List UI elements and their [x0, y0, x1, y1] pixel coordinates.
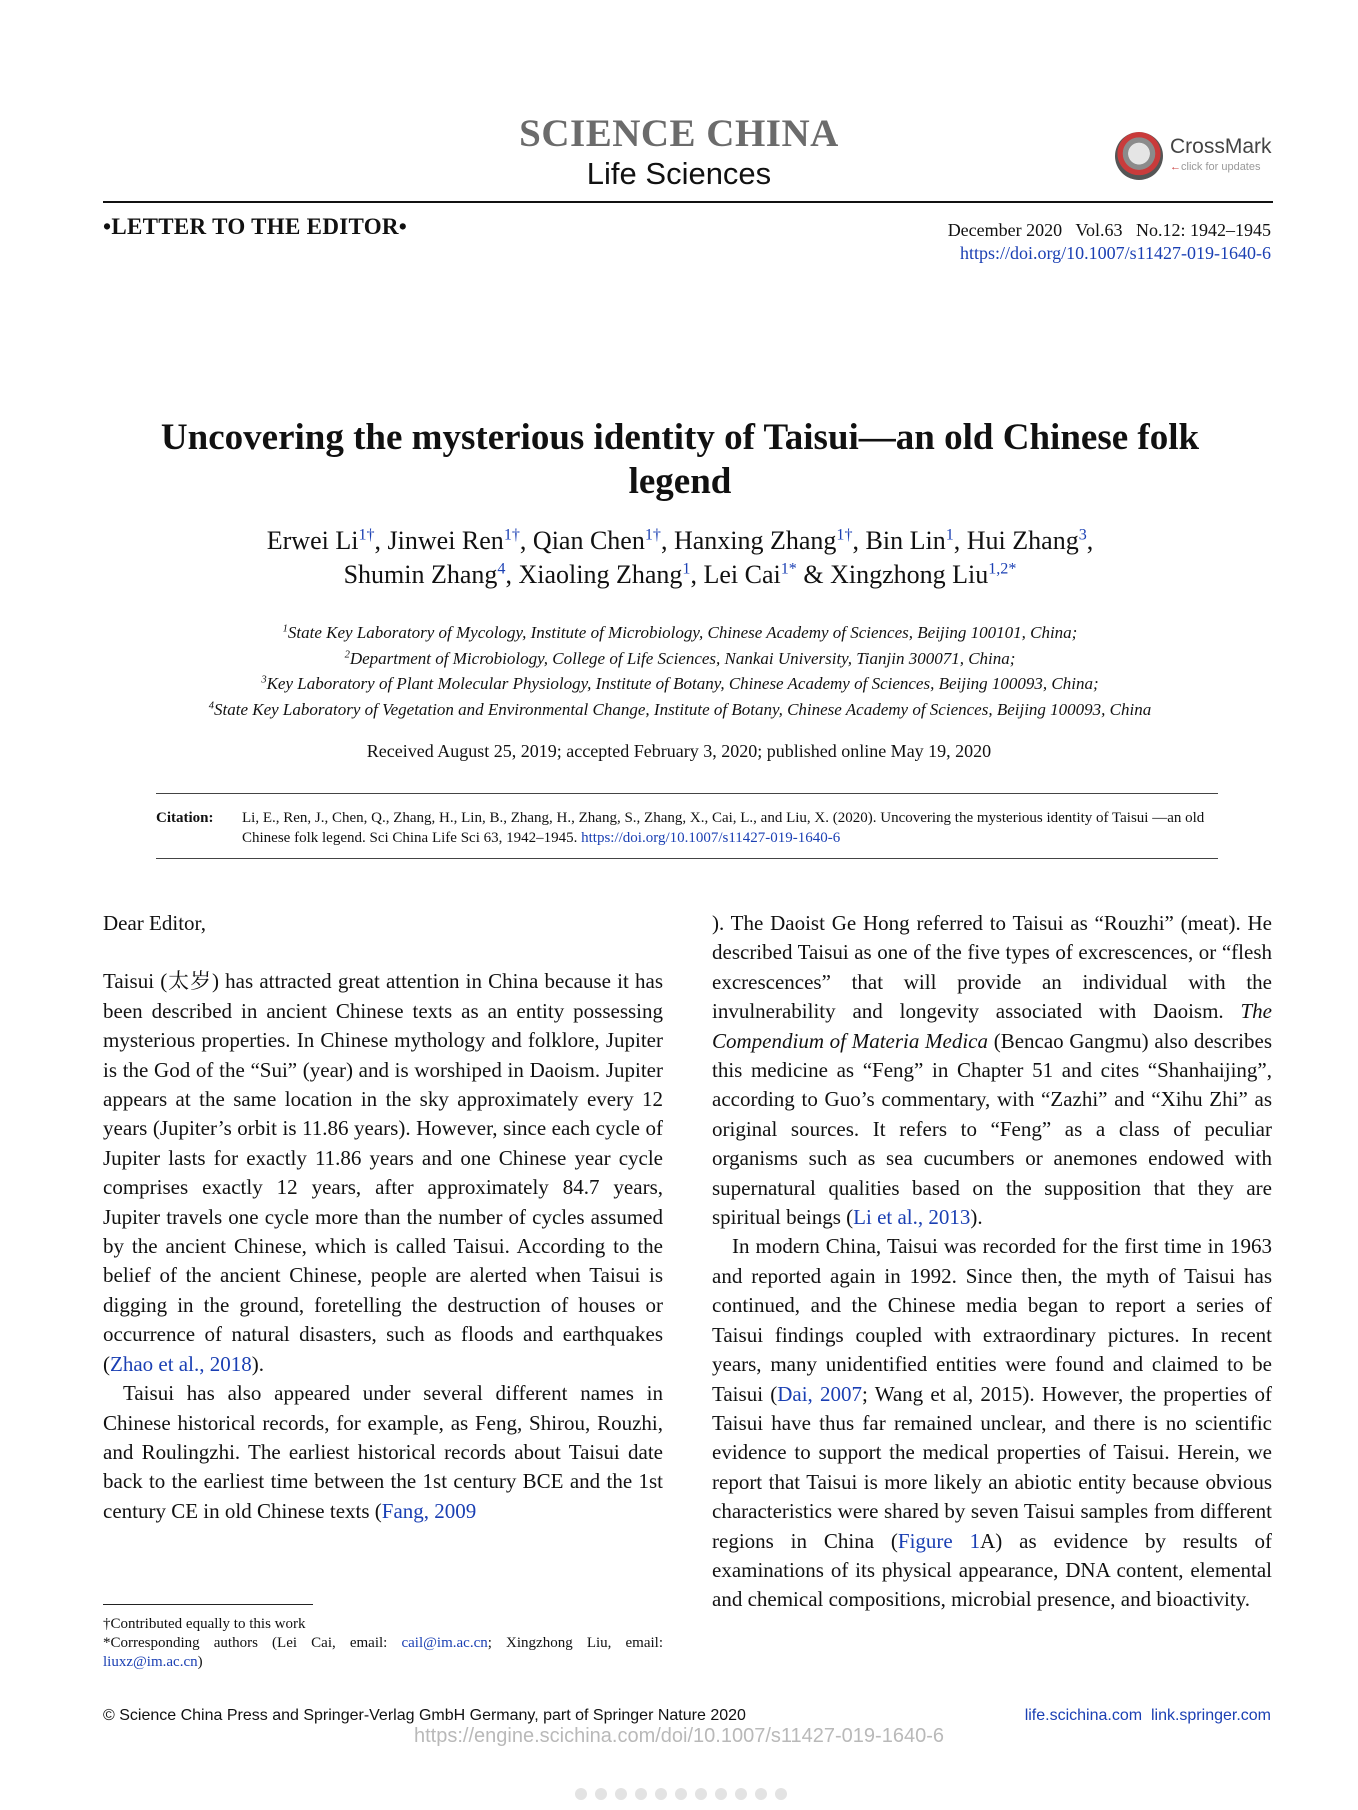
author: Xingzhong Liu$^{1,2*}$	[830, 560, 1017, 589]
author: Xiaoling Zhang$^1$,	[518, 560, 704, 589]
paragraph: Taisui (太岁) has attracted great attention in China because it has been described in ancient Chinese texts as an entity possessing mysterious properties. In Chinese mythology and folklore, Jupiter is the God of the “Sui” (year) and is worshiped in Daoism. Jupiter appears at the same location in the sky approximately every 12 years (Jupiter’s orbit is 11.86 years). However, since each cycle of Jupiter lasts for exactly 11.86 years and one Chinese year cycle comprises exactly 12 years, after approximately 84.7 years, Jupiter travels one cycle more than the number of cycles assumed by the ancient Chinese, which is called Taisui. According to the belief of the ancient Chinese, people are alerted when Taisui is digging in the ground, foretelling the destruction of houses or occurrence of natural disasters, such as floods and earthquakes (Zhao et al., 2018).	[103, 969, 663, 1376]
page-dot[interactable]	[675, 1788, 687, 1800]
footnote-corresponding: *Corresponding authors (Lei Cai, email: cail@im.ac.cn; Xingzhong Liu, email: liuxz@im.ac.cn)	[103, 1635, 663, 1670]
page-dot[interactable]	[775, 1788, 787, 1800]
affiliations	[100, 620, 1260, 722]
journal-name: SCIENCE CHINA	[519, 112, 839, 155]
reference-link[interactable]: Zhao et al., 2018	[110, 1351, 252, 1376]
email-link[interactable]: cail@im.ac.cn	[401, 1635, 488, 1651]
email-link[interactable]: liuxz@im.ac.cn	[103, 1654, 198, 1670]
springer-link[interactable]: link.springer.com	[1150, 1707, 1271, 1724]
paragraph: In modern China, Taisui was recorded for the first time in 1963 and reported again in 1992. Since then, the myth of Taisui has continued, and the Chinese media began to report a series of Taisui findings coupled with extraordinary pictures. In recent years, many unidentified entities were found and claimed to be Taisui (Dai, 2007; Wang et al, 2015). However, the properties of Taisui have thus far remained unclear, and there is no scientific evidence to support the medical properties of Taisui. Herein, we report that Taisui is more likely an abiotic entity because obvious characteristics were shared by seven Taisui samples from different regions in China (Figure 1A) as evidence by results of examinations of its physical appearance, DNA content, elemental and chemical compositions, microbial presence, and bioactivity.	[712, 1234, 1273, 1612]
page-indicator	[575, 1784, 805, 1804]
affiliation: $^3$Key Laboratory of Plant Molecular Physiology, Institute of Botany, Chinese Academy of Sciences, Beijing 100093, China;	[261, 674, 1099, 693]
page-dot[interactable]	[735, 1788, 747, 1800]
greeting: Dear Editor,	[103, 911, 206, 935]
figure-link[interactable]: Figure 1	[897, 1528, 981, 1553]
author: Shumin Zhang$^4$,	[343, 560, 519, 589]
crossmark-subtitle-text: click for updates	[1181, 161, 1261, 173]
article-type: •LETTER TO THE EDITOR•	[103, 214, 408, 239]
citation-box	[156, 793, 1218, 859]
header-divider	[103, 201, 1273, 203]
journal-site-link[interactable]: life.scichina.com	[1024, 1707, 1143, 1724]
paragraph: Taisui has also appeared under several different names in Chinese historical records, for example, as Feng, Shirou, Rouzhi, and Roulingzhi. The earliest historical records about Taisui date back to the earliest time between the 1st century BCE and the 1st century CE in old Chinese texts (Fang, 2009	[103, 1381, 663, 1523]
reference-link[interactable]: Li et al., 2013	[853, 1205, 971, 1230]
crossmark-subtitle	[1170, 161, 1260, 173]
paragraph: ). The Daoist Ge Hong referred to Taisui as “Rouzhi” (meat). He described Taisui as one of the five types of excrescences, or “flesh excrescences” that will provide an individual with the invulnerability and longevity associated with Daoism. The Compendium of Materia Medica (Bencao Gangmu) also describes this medicine as “Feng” in Chapter 51 and cites “Shanhaijing”, according to Guo’s commentary, with “Zazhi” and “Xihu Zhi” as original sources. It refers to “Feng” as a class of peculiar organisms such as sea cucumbers or anemones endowed with supernatural qualities based on the supposition that they are spiritual beings (Li et al., 2013).	[712, 911, 1272, 1230]
reference-link[interactable]: Fang, 2009	[381, 1498, 477, 1523]
page-dot[interactable]	[695, 1788, 707, 1800]
citation-doi-link[interactable]: https://doi.org/10.1007/s11427-019-1640-6	[581, 830, 841, 846]
crossmark-badge[interactable]	[1115, 132, 1275, 184]
author: Hui Zhang$^3$,	[966, 526, 1094, 555]
author: Jinwei Ren$^{1\dagger}$,	[387, 526, 533, 555]
issue-line: December 2020 Vol.63 No.12: 1942–1945	[947, 220, 1271, 240]
author: Hanxing Zhang$^{1\dagger}$,	[673, 526, 866, 555]
article-title: Uncovering the mysterious identity of Taisui—an old Chinese folk legend	[160, 417, 1200, 502]
affiliation: $^2$Department of Microbiology, College of Life Sciences, Nankai University, Tianjin 300071, China;	[344, 648, 1016, 668]
author: Bin Lin$^1$,	[865, 526, 967, 555]
doi-link[interactable]: https://doi.org/10.1007/s11427-019-1640-6	[959, 243, 1271, 263]
body-column-left	[103, 909, 663, 1526]
citation-label: Citation:	[156, 810, 214, 826]
page-dot[interactable]	[755, 1788, 767, 1800]
page-dot[interactable]	[595, 1788, 607, 1800]
affiliation: $^4$State Key Laboratory of Vegetation and Environmental Change, Institute of Botany, Chinese Academy of Sciences, Beijing 100093, China	[208, 699, 1152, 719]
received-dates: Received August 25, 2019; accepted February 3, 2020; published online May 19, 2020	[366, 741, 992, 761]
copyright: © Science China Press and Springer-Verlag GmbH Germany, part of Springer Nature 2020	[103, 1707, 746, 1724]
page-dot[interactable]	[615, 1788, 627, 1800]
crossmark-icon	[1115, 132, 1163, 180]
footnotes	[103, 1615, 663, 1672]
author: Erwei $Li^{1\dagger}$,	[266, 526, 388, 555]
reference-link[interactable]: Dai, 2007	[777, 1381, 863, 1406]
watermark-url: https://engine.scichina.com/doi/10.1007/s11427-019-1640-6	[414, 1725, 944, 1747]
author: Qian Chen$^{1\dagger}$,	[532, 526, 674, 555]
arrow-left-icon: ←	[1170, 161, 1181, 173]
journal-subtitle: Life Sciences	[586, 156, 772, 191]
page-dot[interactable]	[575, 1788, 587, 1800]
citation-text: Li, E., Ren, J., Chen, Q., Zhang, H., Lin, B., Zhang, H., Zhang, S., Zhang, X., Cai, L., and Liu, X. (2020). Uncovering the mysterious identity of Taisui —an old Chinese folk legend. Sci China Life Sci 63, 1942–1945. https://doi.org/10.1007/s11427-019-1640-6	[242, 810, 1205, 846]
page-dot[interactable]	[715, 1788, 727, 1800]
page-dot[interactable]	[655, 1788, 667, 1800]
footnote-divider	[103, 1604, 313, 1605]
affiliation: $^1$State Key Laboratory of Mycology, Institute of Microbiology, Chinese Academy of Sciences, Beijing 100101, China;	[282, 623, 1078, 642]
body-column-right	[712, 909, 1272, 1615]
crossmark-title: CrossMark	[1170, 135, 1272, 158]
issue-info	[948, 219, 1271, 265]
footnote-equal-contribution: †Contributed equally to this work	[103, 1616, 306, 1632]
author-list	[150, 524, 1210, 592]
page-dot[interactable]	[635, 1788, 647, 1800]
footer-links	[1025, 1707, 1271, 1725]
author: Lei Cai$^{1*}$ &	[703, 560, 831, 589]
